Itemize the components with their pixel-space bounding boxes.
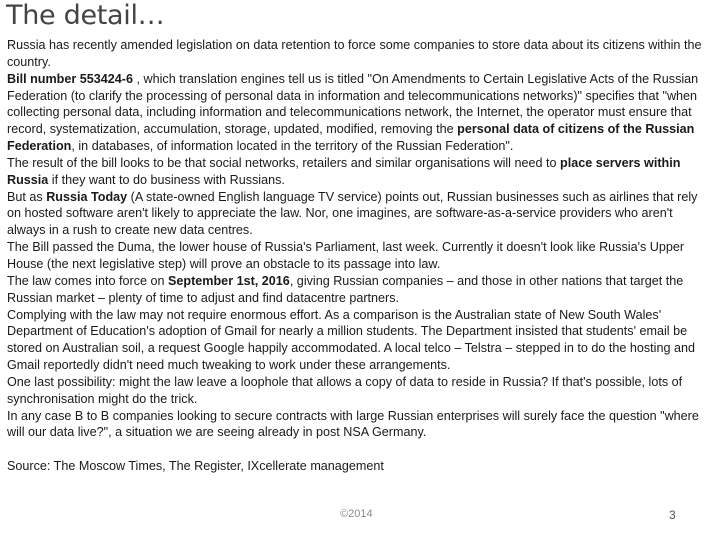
but-as-text: But as <box>7 189 47 204</box>
place-servers-bold: place servers within Russia <box>7 155 681 187</box>
paragraph <box>7 374 705 408</box>
paragraph <box>7 155 705 189</box>
duma-text: The Bill passed the Duma, the lower house of Russia's Parliament, last week. Currently it doesn't look like Russia's Upper House (the next legislative step) will prove an obstacle to its passage into law. <box>7 240 685 271</box>
russia-today-text: (A state-owned English language TV service) points out, Russian businesses such as airlines that rely on hosted software aren't likely to appreciate the law. Nor, one imagines, are software-as-a-service providers who aren't always in a rush to create new data centres. <box>7 189 698 238</box>
footer-copyright: ©2014 <box>340 508 373 520</box>
bill-description-text: , which translation engines tell us is titled "On Amendments to Certain Legislative Acts of the Russian Federation (to clarify the processing of personal data in information and telecommunications networks)" specifies that "when collecting personal data, including information and telecommunications network, the Internet, the operator must ensure that record, systematization, accumulation, storage, updated, modified, removing the <box>7 71 699 137</box>
law-force-end-text: , giving Russian companies – and those in other nations that target the Russian market – plenty of time to adjust and find datacentre partners. <box>7 273 684 305</box>
paragraph <box>7 273 705 307</box>
paragraph <box>7 239 705 273</box>
paragraph <box>7 408 705 442</box>
complying-text: Complying with the law may not require enormous effort. As a comparison is the Australian state of New South Wales' Department of Education's adoption of Gmail for nearly a million students. The Department insisted that students' email be stored on Australian soil, a request Google happily accommodated. A local telco – Telstra – stepped in to do the hosting and Gmail reportedly didn't need much tweaking to work under these arrangements. <box>7 307 695 373</box>
paragraph <box>7 307 705 374</box>
loophole-text: One last possibility: might the law leave a loophole that allows a copy of data to reside in Russia? If that's possible, lots of synchronisation might do the trick. <box>7 374 683 406</box>
law-force-text: The law comes into force on <box>7 273 168 288</box>
intro-text: Russia has recently amended legislation on data retention to force some companies to store data about its citizens within the country. <box>7 38 702 69</box>
spacer <box>7 441 705 458</box>
conclusion-text: In any case B to B companies looking to secure contracts with large Russian enterprises will surely face the question "where will our data live?", a situation we are seeing already in post NSA Germany. <box>7 408 699 440</box>
paragraph <box>7 37 705 71</box>
source-line: Source: The Moscow Times, The Register, IXcellerate management <box>7 459 384 474</box>
page-number: 3 <box>669 508 676 522</box>
result-text: The result of the bill looks to be that social networks, retailers and similar organisations will need to <box>7 155 560 170</box>
date-bold: September 1st, 2016 <box>168 273 290 288</box>
result-end-text: if they want to do business with Russians. <box>48 172 285 187</box>
bill-number-bold: Bill number 553424-6 <box>7 71 133 86</box>
bill-description-end-text: , in databases, of information located in the territory of the Russian Federation". <box>71 139 514 154</box>
slide-title: The detail… <box>6 0 165 31</box>
paragraph <box>7 71 705 155</box>
paragraph <box>7 189 705 240</box>
russia-today-bold: Russia Today <box>46 189 128 204</box>
personal-data-bold: personal data of citizens of the Russian Federation <box>7 122 695 154</box>
slide-body <box>7 37 705 475</box>
